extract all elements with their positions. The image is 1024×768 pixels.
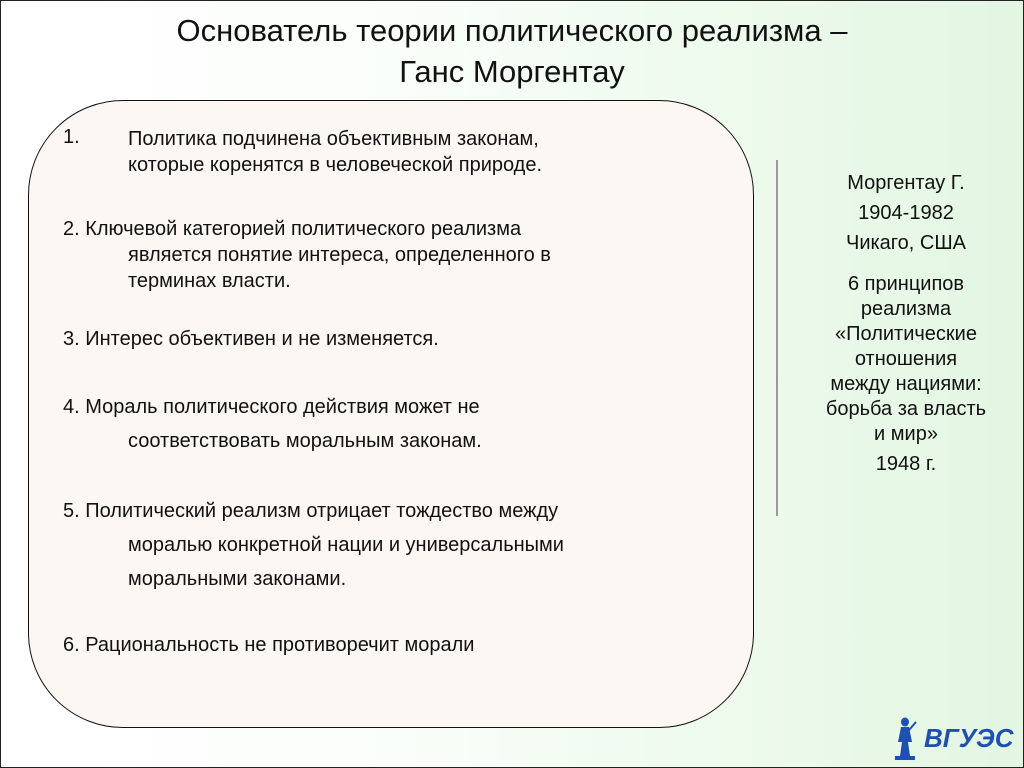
principle-item-4: [63, 390, 743, 458]
principle-line: 3. Интерес объективен и не изменяется.: [63, 328, 439, 350]
bio-book-line: реализма: [860, 298, 952, 320]
bio-place: Чикаго, США: [845, 232, 967, 254]
bio-name: Моргентау Г.: [847, 172, 965, 194]
bio-book-line: между нациями:: [830, 373, 982, 395]
principle-line: 5. Политический реализм отрицает тождество между: [63, 500, 559, 522]
principle-number: 1.: [63, 126, 80, 148]
principle-line: 2. Ключевой категорией политического реализма: [63, 218, 522, 240]
principle-line: 4. Мораль политического действия может не: [63, 396, 480, 418]
principle-item-6: [63, 632, 743, 658]
principle-line: Политика подчинена объективным законам,: [128, 128, 539, 150]
bio-panel: [796, 168, 1016, 477]
title-line-1: Основатель теории политического реализма –: [176, 13, 848, 48]
principle-line: моральными законами.: [128, 568, 347, 590]
slide-title: [100, 10, 924, 92]
principle-line: моралью конкретной нации и универсальными: [128, 534, 564, 556]
vertical-divider: [776, 160, 778, 516]
statue-emblem-icon: [895, 718, 916, 761]
bio-book: [796, 272, 1016, 447]
principle-item-3: [63, 326, 743, 352]
university-logo: [888, 712, 1016, 762]
bio-book-line: «Политические: [835, 323, 977, 345]
principle-line: которые коренятся в человеческой природе.: [128, 154, 543, 176]
principle-line: 6. Рациональность не противоречит морали: [63, 634, 475, 656]
bio-book-line: отношения: [854, 348, 958, 370]
principle-line: является понятие интереса, определенного в: [128, 244, 551, 266]
bio-book-line: 6 принципов: [847, 273, 965, 295]
principle-line: соответствовать моральным законам.: [128, 430, 482, 452]
principle-item-5: [63, 494, 743, 596]
bio-years: 1904-1982: [858, 202, 954, 224]
principle-line: терминах власти.: [128, 270, 291, 292]
principle-item-2: [63, 216, 743, 294]
bio-book-line: борьба за власть: [825, 398, 987, 420]
title-line-2: Ганс Моргентау: [399, 54, 625, 89]
bio-book-year: 1948 г.: [875, 453, 937, 475]
bio-book-line: и мир»: [874, 423, 938, 445]
logo-text: ВГУЭС: [924, 723, 1014, 753]
